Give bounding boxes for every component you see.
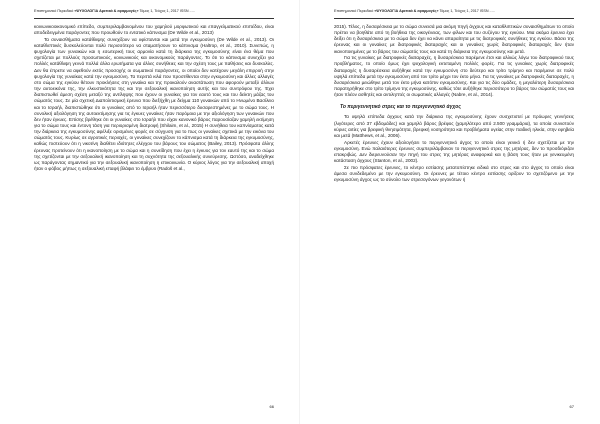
paragraph: Τα συναισθήματα κατάθλιψης συνεχίζουν να υφίστανται και μετά την εγκυμοσύνη (De Wilde et al., 2013). Οι καταθλιπτικές δυσκολεύονται πολύ περισσότερο να σταματήσουν το κάπνισμα (Haltrop, et al., 2010). Συνεπώς, η ψυχολογία των γυναικών και η εσωτερική τους αρμονία κατά τη διάρκεια της εγκυμοσύνης είναι ένα θέμα που σχετίζεται με πολλούς προσωπικούς, κοινωνικούς και οικονομικούς παράγοντες. Το ότι το κάπνισμα συνεχίζει για πολλές κατάθλιψη γεννά πολλά άλλα ερωτήματα για άλλες συνήθειες και την σχέση τους με παθήσεις και δυσκολίες. Δεν θα έπρεπε να αφεθούν εκτός προσοχής οι σωματικοί παράγοντες, οι οποίοι δεν κατέχουν μεγάλη επιρροή στην ψυχολογία της γυναίκας κατά την εγκυμοσύνη. Τα περιττά κιλά που προστίθενται στην εγκυμοσύνη και άλλες αλλαγές στο σώμα της εγκύου θέτουν προκλήσεις στη γυναίκα και της προκαλούν αναστάτωση που αφορούν μεταξύ άλλων την αυτοεικόνα της, την ελκυστικότητα της και την σεξουαλική ικανοποίηση αυτής και του συντρόφου της. Έχει διαπιστωθεί άμεση σχέση μεταξύ της αντίληψης που έχουν οι γυναίκες για τον εαυτό τους και του δείκτη μάζας του σώματός τους. Σε μία σχετική Διαπολιτισμική έρευνα που διεξήχθη με δείγμα 110 γυναικών από το Ηνωμένο Βασίλειο και το Ισραήλ, διαπιστώθηκε ότι οι γυναίκες από το Ισραήλ ήταν περισσότερο δυσαρεστημένες με το σώμα τους. Η συνολική αξιολόγηση της αυτοεκτίμησης για τις έγκυες γυναίκες ήταν παρόμοια με την αξιολόγηση των γυναικών που δεν ήταν έγκυες. Επίσης βρέθηκε ότι οι γυναίκες στο Ισραήλ που είχαν κανονικό βάρος παρουσίαζαν χαμηλή εκτίμηση για το σώμα τους και έντονη τάση για περιορισμένη διατροφή (Shilaim, et al., 2015) Η συνήθεια του καπνίσματος κατά την διάρκεια της εγκυμοσύνης αφέλιξε ορισμένες φορές σε σύγχυση για το πως οι γυναίκες σχετικά με την εικόνα του σώματός τους. Κυρίως σε αγροτικές περιοχές, οι γυναίκες συνεχίζουν το κάπνισμα κατά τη διάρκεια της εγκυμοσύνης, καθώς πιστεύουν ότι η νικοτίνη διαθέτει ιδιότητες ελέγχου του βάρους του σώματος (Bailey, 2013). Πρόσφατα άλλης έρευνας προτείνουν ότι η ικανοποίηση με το σώμα και η συνείδηση που έχει η έγκυος για τον εαυτό της και το σώμα της σχετίζονται με την σεξουαλική ικανοποίηση και τη συχνότητα της σεξουαλικής συνεύρεσης. Ωστόσο, αναδείχθηκε ως παράγοντας σημαντικό για την σεξουαλική ικανοποίηση η επικοινωνία. Ο κύριος λόγος για την σεξουαλική αποχή ήταν ο φόβος μήπως η σεξουαλική επαφή βλάψει το έμβρυο (Radoš et al.,	[34, 36, 274, 172]
right-page	[300, 0, 600, 424]
header-issue: Τόμος 1, Τεύχος 1, 2017 ISSN .....	[438, 9, 495, 13]
header-issue: Τόμος 1, Τεύχος 1, 2017 ISSN .....	[138, 9, 195, 13]
paragraph: Τα υψηλά επίπεδα άγχους κατά την διάρκεια της εγκυμοσύνης έχουν συσχετιστεί με πρόωρες γεννήσεις (λιγότερες από 37 εβδομάδες) και χαμηλό βάρος βρέφος (χαμηλότερο από 2.500 γραμμάρια), τα οποία συνιστούν κύριες αιτίες για βρεφική θνησιμότητα, βρεφική νοσηρότητα και προβλήματα υγείας στην παιδική ηλικία, στην εφηβεία και μετά (Matthews, et al., 2006).	[334, 114, 574, 138]
header-title: «ΨΥΧΟΛΟΓΙΑ Αρετικά & εφαρμογές»	[74, 9, 139, 13]
body-text	[334, 24, 574, 394]
paragraph: Για τις γυναίκες με διατροφικές διαταραχές, η δυσαρέσκεια παρέμενε έτσι και αλλιώς λόγω του διατροφικού τους προβλήματος, το οποίο όμως έχει ψυχολογική εκτεταμένη πολλές φορές. Για τις γυναίκες χωρίς διατροφικές διαταραχές η δυσαρέσκεια αυξήθηκε κατά την εγκυμοσύνη στο δεύτερο και τρίτο τρίμηνο και παρέμεινε σε πολύ υψηλά επίπεδα μετά την εγκυμοσύνη από τον τρίτο μέχρι τον έκτο μήνα. Για τις γυναίκες με διατροφικές διαταραχές, η δυσαρέσκεια μειώθηκε μετά τον έκτο μήνα κατόπιν εγκυμοσύνης. Και για τις δύο ομάδες, η μεγαλύτερη δυσαρέσκεια παρατηρήθηκε στο τρίτο τρίμηνο της εγκυμοσύνης, καθώς τότε αυξήθηκε περισσότερο το βάρος του σώματός τους και ήταν πλέον ασθητές και αντιληπτές οι σωματικές αλλαγές (Nabre, et al., 2014).	[334, 55, 574, 98]
header-rule	[34, 18, 274, 19]
header-journal: Επιστημονικό Περιοδικό	[34, 9, 75, 13]
paragraph: Αρκετές έρευνες έχουν αξιολογήσει το περιγεννητικό άγχος το οποίο είναι γενικό ή δεν σχετίζεται με την εγκυμοσύνη. Ενώ παλαιότερες έρευνες συμπεριλάμβαναν το περιγεννητικό στρες της μητέρας, δεν το προσδιόριζαν επακριβώς. Δεν διερευνούσαν την πηγή του στρες της μητέρας αναφορικά και η βάση τους ήταν με γενικευμένη κατάσταση άγχους (Stanton, et al., 2002).	[334, 139, 574, 163]
paragraph: κοινωνικοοικονομικό επίπεδο, συμπεριλαμβανομένου του χαμηλού μορφωτικού και επαγγελματικού επιπέδου, είναι αποδεδειγμένα παράγοντες που προωθούν το εντατικό κάπνισμα (De Wilde et al., 2013)	[34, 24, 274, 36]
body-text	[34, 24, 274, 394]
page-number: 67	[569, 404, 574, 409]
header-title: «ΨΥΧΟΛΟΓΙΑ Αρετικά & εφαρμογές»	[374, 9, 439, 13]
paragraph: 2015). Τέλος, η δυσαρέσκεια με το σώμα συνεισά μια ακόμη πηγή άγχους και καταθλιπτικών συναισθημάτων το οποίο πρέπει να βοηθάτε από τη βοήθεια της οικογένειας, των φίλων και του συζύγου της εγκύου. Μια ακόμα έρευνα έχει δείξει ότι η δυσαρέσκεια με το σώμα δεν έχει να κάνει απαραίτητα με τις διατροφικές συνήθειες της εγκύου. Βάσει της έρευνας και οι γυναίκες με διατροφικές διαταραχές και οι γυναίκες χωρίς διατροφικές διαταραχές δεν ήταν ικανοποιημένες με το βάρος του σώματός τους και κατά τη διάρκεια της εγκυμοσύνης και μετά.	[334, 24, 574, 54]
paragraph: Σε πιο πρόσφατες έρευνες, το κέντρο εστίασης μετατοπίστηκε ειδικά στο στρες και στο άγχος το οποίο είναι άμεσα συνδεδεμένο με την εγκυμοσύνη. Οι έρευνες με τέτοιο κέντρο εστίασης ορίζουν το σχετιζόμενο με την εγκυμοσύνη άγχος ως το σύνολο των στρεσογόνων γεγονότων ή	[334, 164, 574, 182]
header-journal: Επιστημονικό Περιοδικό	[334, 9, 375, 13]
section-heading: Το περιγεννητικό στρες και το περιγεννητικό άγχος	[340, 104, 461, 111]
page-number: 66	[269, 404, 274, 409]
header-rule	[334, 18, 574, 19]
